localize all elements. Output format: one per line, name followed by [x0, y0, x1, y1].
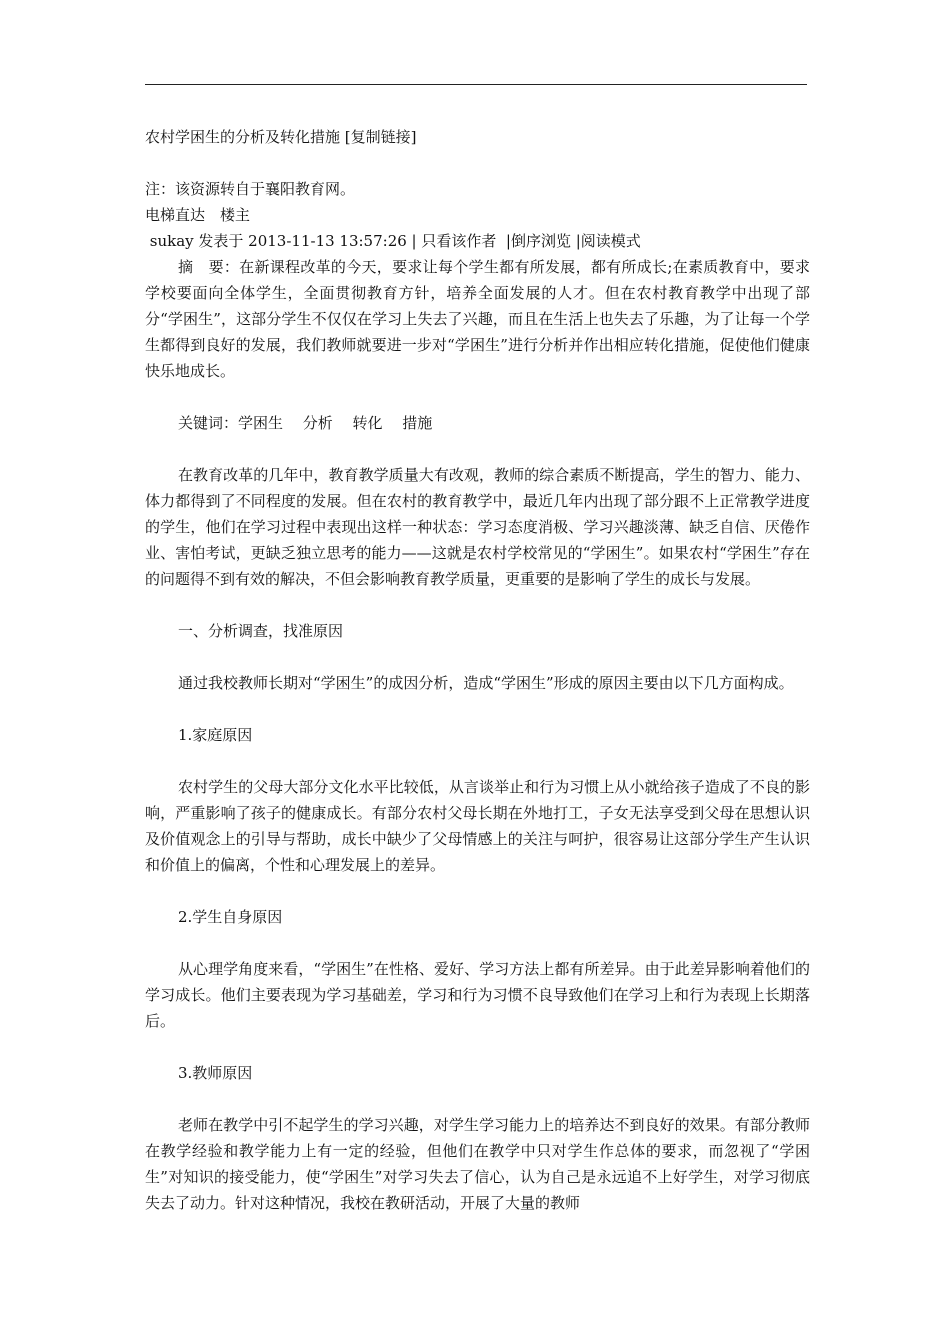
post-title: 农村学困生的分析及转化措施 [复制链接]	[145, 128, 417, 146]
cause-paragraph-student: 从心理学角度来看，“学困生”在性格、爱好、学习方法上都有所差异。由于此差异影响着他们的学习成长。他们主要表现为学习基础差，学习和行为习惯不良导致他们在学习上和行为表现上长期落后。	[145, 960, 810, 1030]
post-meta: sukay 发表于 2013-11-13 13:57:26 | 只看该作者 |倒序浏览 |阅读模式	[145, 232, 641, 250]
keywords-line: 关键词：学困生 分析 转化 措施	[178, 414, 433, 432]
source-note: 注：该资源转自于襄阳教育网。	[145, 180, 356, 198]
header-rule	[145, 84, 807, 85]
section1-intro-paragraph: 通过我校教师长期对“学困生”的成因分析，造成“学困生”形成的原因主要由以下几方面构成。	[178, 674, 794, 692]
intro-paragraph: 在教育改革的几年中，教育教学质量大有改观，教师的综合素质不断提高，学生的智力、能力、体力都得到了不同程度的发展。但在农村的教育教学中，最近几年内出现了部分跟不上正常教学进度的学生，他们在学习过程中表现出这样一种状态：学习态度消极、学习兴趣淡薄、缺乏自信、厌倦作业、害怕考试，更缺乏独立思考的能力——这就是农村学校常见的“学困生”。如果农村“学困生”存在的问题得不到有效的解决，不但会影响教育教学质量，更重要的是影响了学生的成长与发展。	[145, 466, 810, 588]
section-heading-1: 一、分析调查，找准原因	[178, 622, 344, 640]
cause-heading-student: 2.学生自身原因	[178, 908, 283, 926]
document-body	[145, 124, 810, 1216]
cause-heading-family: 1.家庭原因	[178, 726, 253, 744]
cause-heading-teacher: 3.教师原因	[178, 1064, 253, 1082]
abstract-paragraph: 摘 要：在新课程改革的今天，要求让每个学生都有所发展，都有所成长;在素质教育中，要求学校要面向全体学生，全面贯彻教育方针，培养全面发展的人才。但在农村教育教学中出现了部分“学困生”，这部分学生不仅仅在学习上失去了兴趣，而且在生活上也失去了乐趣，为了让每一个学生都得到良好的发展，我们教师就要进一步对“学困生”进行分析并作出相应转化措施，促使他们健康快乐地成长。	[145, 258, 810, 380]
floor-navigation: 电梯直达 楼主	[145, 206, 251, 224]
cause-paragraph-teacher: 老师在教学中引不起学生的学习兴趣，对学生学习能力上的培养达不到良好的效果。有部分教师在教学经验和教学能力上有一定的经验，但他们在教学中只对学生作总体的要求，而忽视了“学困生”对知识的接受能力，使“学困生”对学习失去了信心，认为自己是永远追不上好学生，对学习彻底失去了动力。针对这种情况，我校在教研活动，开展了大量的教师	[145, 1116, 810, 1212]
cause-paragraph-family: 农村学生的父母大部分文化水平比较低，从言谈举止和行为习惯上从小就给孩子造成了不良的影响，严重影响了孩子的健康成长。有部分农村父母长期在外地打工，子女无法享受到父母在思想认识及价值观念上的引导与帮助，成长中缺少了父母情感上的关注与呵护，很容易让这部分学生产生认识和价值上的偏离，个性和心理发展上的差异。	[145, 778, 810, 874]
